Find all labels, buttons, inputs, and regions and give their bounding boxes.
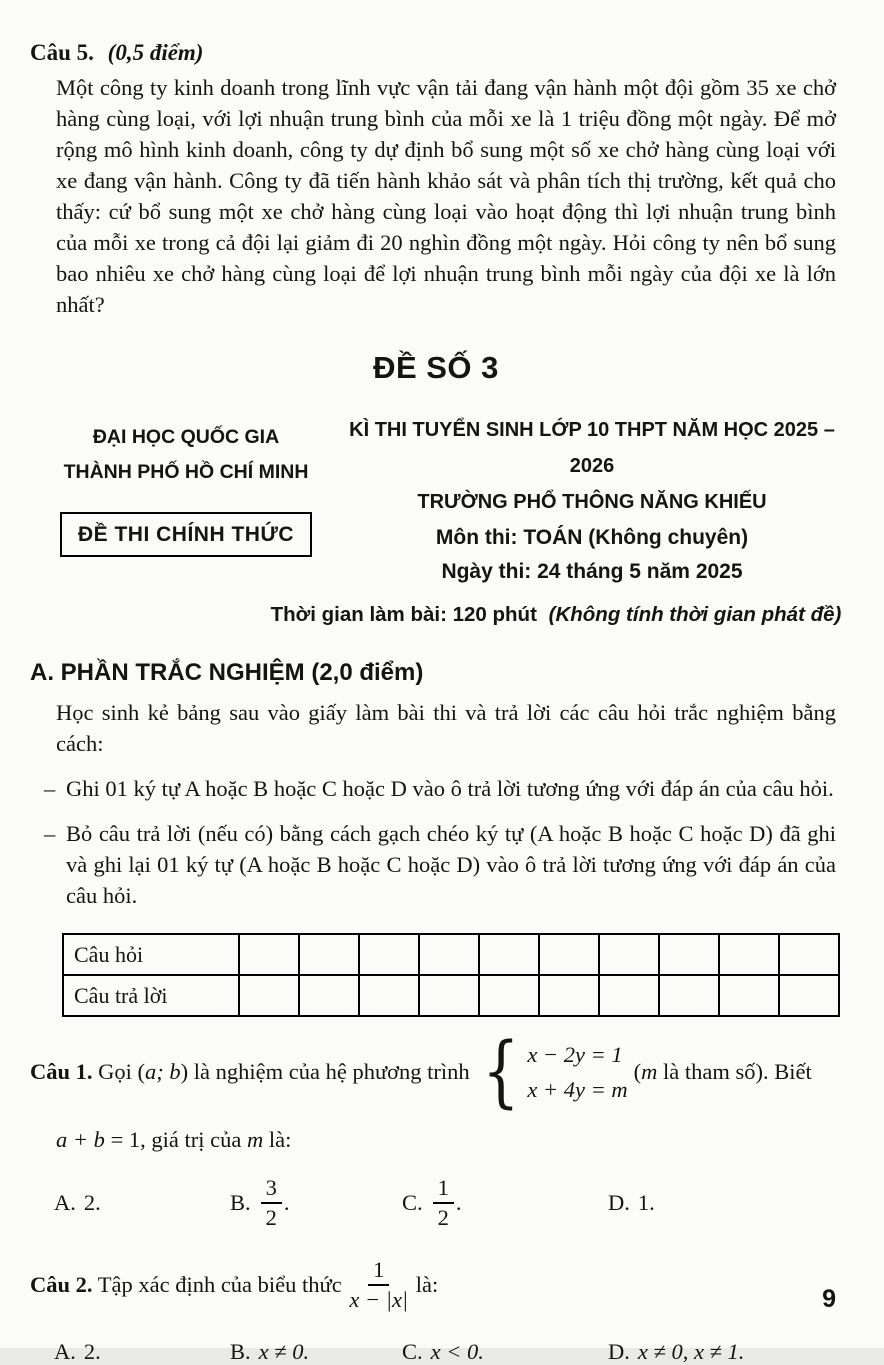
question5-points: (0,5 điểm) bbox=[107, 40, 204, 65]
question1-answer-c bbox=[402, 1175, 608, 1231]
answer-cell bbox=[599, 934, 659, 975]
answer-d-value: 1. bbox=[637, 1189, 655, 1215]
question1-text-d: là tham số). Biết bbox=[663, 1059, 812, 1084]
fraction-numerator: 1 bbox=[368, 1257, 389, 1286]
answer-b-fraction bbox=[261, 1175, 282, 1231]
exam-header-left bbox=[30, 412, 342, 589]
answer-d-label: D. bbox=[608, 1338, 630, 1364]
instruction-bullet-2 bbox=[44, 818, 836, 911]
org-name-line2: THÀNH PHỐ HỒ CHÍ MINH bbox=[63, 461, 309, 483]
answer-cell bbox=[539, 934, 599, 975]
fraction-numerator: 3 bbox=[261, 1175, 282, 1204]
answer-cell bbox=[479, 934, 539, 975]
section-a-intro: Học sinh kẻ bảng sau vào giấy làm bài thi và trả lời các câu hỏi trắc nghiệm bằng cách: bbox=[56, 700, 836, 756]
exam-header-right bbox=[342, 412, 842, 589]
subject-line: Môn thi: TOÁN (Không chuyên) bbox=[435, 526, 749, 549]
exam-header bbox=[30, 412, 842, 589]
answer-cell bbox=[239, 975, 299, 1016]
fraction-denominator: 2 bbox=[265, 1204, 277, 1230]
answer-a-label: A. bbox=[54, 1189, 76, 1215]
answer-cell bbox=[719, 934, 779, 975]
exam-date-line: Ngày thi: 24 tháng 5 năm 2025 bbox=[441, 560, 743, 583]
fraction-denominator: 2 bbox=[437, 1204, 449, 1230]
left-brace-symbol: { bbox=[481, 1027, 520, 1117]
question1-vars: a; b bbox=[145, 1059, 181, 1084]
answer-cell bbox=[479, 975, 539, 1016]
answer-cell bbox=[659, 975, 719, 1016]
answer-c-label: C. bbox=[402, 1189, 423, 1215]
answer-b-label: B. bbox=[230, 1189, 251, 1215]
question1-text-e: = 1, giá trị của bbox=[110, 1127, 242, 1152]
question1-text-b: ) là nghiệm của hệ phương trình bbox=[180, 1059, 470, 1084]
answer-d-label: D. bbox=[608, 1189, 630, 1215]
question1-condition: a + b bbox=[56, 1127, 105, 1152]
answer-cell bbox=[359, 975, 419, 1016]
question2-answer-b bbox=[230, 1339, 402, 1365]
answer-cell bbox=[659, 934, 719, 975]
question2-answer-d bbox=[608, 1339, 842, 1365]
org-name-line1: ĐẠI HỌC QUỐC GIA bbox=[92, 426, 280, 448]
question1-text-a: Gọi ( bbox=[98, 1059, 146, 1084]
question2-label: Câu 2. bbox=[30, 1271, 93, 1297]
answer-a-value: 2. bbox=[83, 1338, 101, 1364]
answer-cell bbox=[239, 934, 299, 975]
answer-cell bbox=[299, 975, 359, 1016]
duration-text: Thời gian làm bài: 120 phút bbox=[270, 603, 537, 626]
question1-text-f: là: bbox=[268, 1127, 292, 1152]
question1-answers bbox=[54, 1175, 842, 1231]
section-a-heading: A. PHẦN TRẮC NGHIỆM (2,0 điểm) bbox=[30, 659, 424, 686]
bullet-dash: – bbox=[44, 776, 56, 801]
duration-line bbox=[270, 603, 842, 627]
fraction-numerator: 1 bbox=[433, 1175, 454, 1204]
question5-body: Một công ty kinh doanh trong lĩnh vực vận tải đang vận hành một đội gồm 35 xe chở hàng cùng loại, với lợi nhuận trung bình của mỗi xe là 1 triệu đồng một ngày. Để mở rộng mô hình kinh doanh, công ty dự định bổ sung một số xe chở hàng cùng loại với xe đang vận hành. Công ty đã tiến hành khảo sát và phân tích thị trường, kết quả cho thấy: cứ bổ sung một xe chở hàng cùng loại vào hoạt động thì lợi nhuận trung bình của mỗi xe trong cả đội lại giảm đi 20 nghìn đồng một ngày. Hỏi công ty nên bổ sung bao nhiêu xe chở hàng cùng loại để lợi nhuận trung bình mỗi ngày của đội xe là lớn nhất? bbox=[56, 75, 836, 317]
question1-answer-b bbox=[230, 1175, 402, 1231]
question1-answer-d bbox=[608, 1190, 842, 1216]
answer-cell bbox=[779, 975, 839, 1016]
answer-cell bbox=[599, 975, 659, 1016]
answer-table-row-questions bbox=[63, 934, 839, 975]
question5-heading bbox=[30, 40, 842, 66]
question1-param2: m bbox=[246, 1127, 264, 1152]
answer-table-row-answers bbox=[63, 975, 839, 1016]
question1-param: m bbox=[641, 1059, 658, 1084]
answer-cell bbox=[719, 975, 779, 1016]
instruction-bullet-1 bbox=[44, 773, 836, 804]
question2-line1 bbox=[30, 1257, 842, 1313]
answer-b-suffix: . bbox=[283, 1189, 290, 1215]
school-name: TRƯỜNG PHỔ THÔNG NĂNG KHIẾU bbox=[417, 491, 767, 513]
exam-name: KÌ THI TUYỂN SINH LỚP 10 THPT NĂM HỌC 2025 – 2026 bbox=[349, 419, 835, 477]
instruction-bullet-2-text: Bỏ câu trả lời (nếu có) bằng cách gạch chéo ký tự (A hoặc B hoặc C hoặc D) đã ghi và ghi lại 01 ký tự (A hoặc B hoặc C hoặc D) vào ô trả lời tương ứng với đáp án của câu hỏi. bbox=[66, 821, 836, 908]
fraction-denominator: x − |x| bbox=[349, 1286, 409, 1312]
instruction-bullet-1-text: Ghi 01 ký tự A hoặc B hoặc C hoặc D vào ô trả lời tương ứng với đáp án của câu hỏi. bbox=[66, 776, 834, 801]
page-number: 9 bbox=[822, 1285, 836, 1313]
official-exam-box: ĐỀ THI CHÍNH THỨC bbox=[60, 512, 312, 557]
question2-answer-c bbox=[402, 1339, 608, 1365]
duration-note: (Không tính thời gian phát đề) bbox=[548, 603, 842, 626]
question2-text-a: Tập xác định của biểu thức bbox=[97, 1271, 342, 1297]
bullet-dash: – bbox=[44, 821, 56, 846]
answer-c-value: x < 0. bbox=[430, 1338, 484, 1364]
exam-set-title: ĐỀ SỐ 3 bbox=[373, 350, 499, 385]
answer-cell bbox=[419, 975, 479, 1016]
answer-c-label: C. bbox=[402, 1338, 423, 1364]
question5-label: Câu 5. bbox=[30, 40, 94, 65]
answer-table-label-answers: Câu trả lời bbox=[63, 975, 239, 1016]
answer-cell bbox=[299, 934, 359, 975]
question2-fraction bbox=[349, 1257, 408, 1313]
answer-cell bbox=[359, 934, 419, 975]
answer-cell bbox=[419, 934, 479, 975]
answer-table-label-questions: Câu hỏi bbox=[63, 934, 239, 975]
question1-text-c: ( bbox=[633, 1059, 642, 1084]
answer-c-fraction bbox=[433, 1175, 454, 1231]
question1-line1 bbox=[30, 1027, 842, 1117]
question1-answer-a bbox=[54, 1190, 230, 1216]
question2-answers bbox=[54, 1339, 842, 1365]
answer-d-value: x ≠ 0, x ≠ 1. bbox=[637, 1338, 745, 1364]
equation-2: x + 4y = m bbox=[527, 1076, 628, 1102]
question1-line2 bbox=[56, 1127, 842, 1153]
answer-cell bbox=[539, 975, 599, 1016]
equation-system bbox=[476, 1027, 628, 1117]
answer-b-value: x ≠ 0. bbox=[258, 1338, 310, 1364]
question2-text-b: là: bbox=[415, 1271, 439, 1297]
answer-cell bbox=[779, 934, 839, 975]
question1-label: Câu 1. bbox=[30, 1059, 93, 1084]
answer-c-suffix: . bbox=[455, 1189, 462, 1215]
answer-b-label: B. bbox=[230, 1338, 251, 1364]
answer-a-value: 2. bbox=[83, 1189, 101, 1215]
question2-answer-a bbox=[54, 1339, 230, 1365]
equation-1: x − 2y = 1 bbox=[527, 1041, 623, 1067]
answer-table bbox=[62, 933, 840, 1017]
answer-a-label: A. bbox=[54, 1338, 76, 1364]
